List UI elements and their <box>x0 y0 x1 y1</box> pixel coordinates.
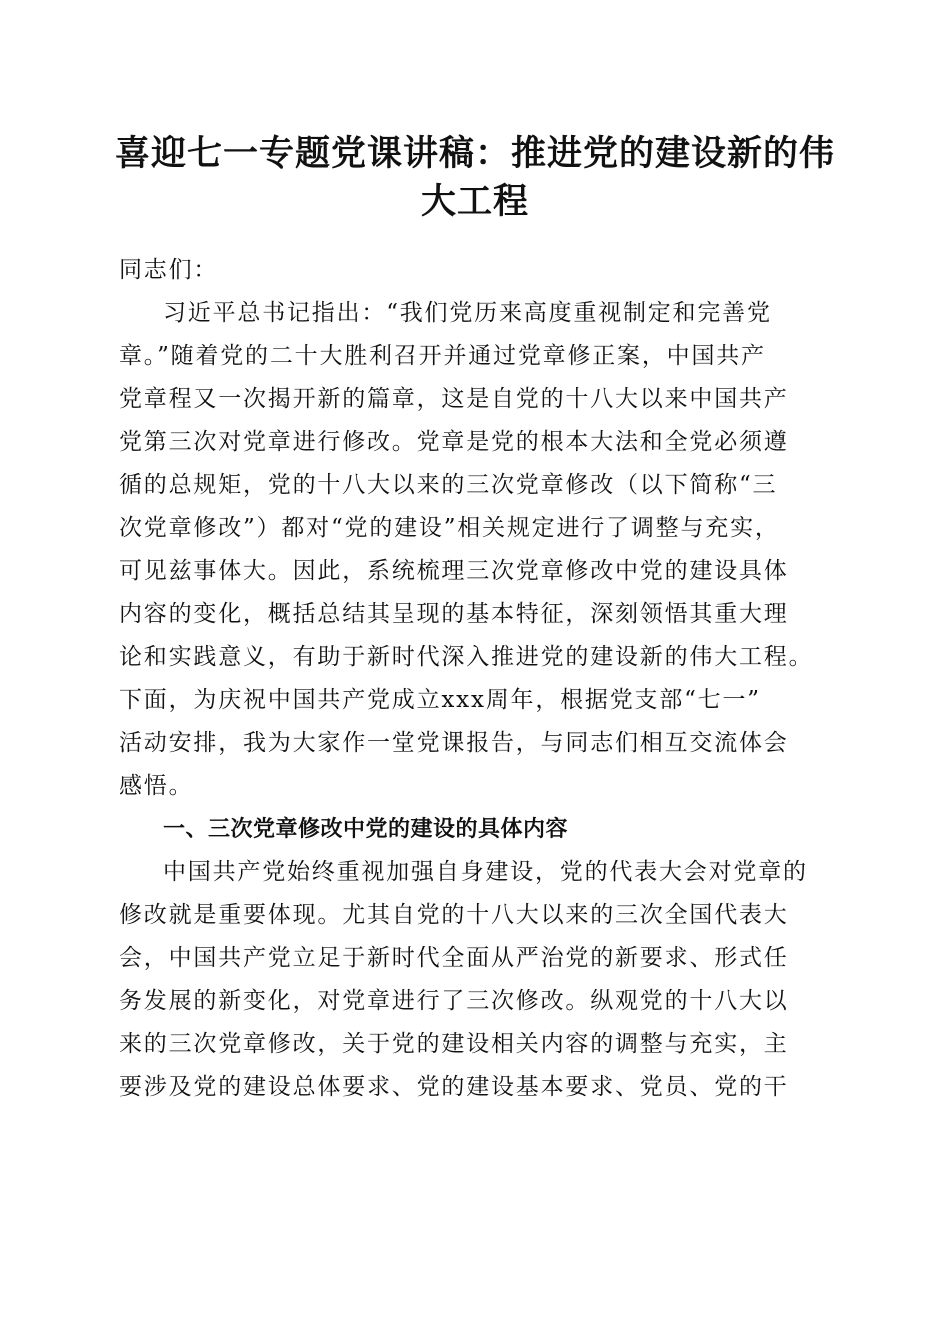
paragraph-line: 来的三次党章修改，关于党的建设相关内容的调整与充实，主 <box>119 1031 789 1057</box>
paragraph-line: 论和实践意义，有助于新时代深入推进党的建设新的伟大工程。 <box>119 644 814 670</box>
paragraph-line: 活动安排，我为大家作一堂党课报告，与同志们相互交流体会 <box>119 730 789 756</box>
document-body <box>119 249 839 1109</box>
paragraph-line: 党第三次对党章进行修改。党章是党的根本大法和全党必须遵 <box>119 429 789 455</box>
paragraph-line: 次党章修改”）都对“党的建设”相关规定进行了调整与充实， <box>119 515 780 541</box>
paragraph-line: 循的总规矩，党的十八大以来的三次党章修改（以下简称“三 <box>119 472 778 498</box>
paragraph-line: 党章程又一次揭开新的篇章，这是自党的十八大以来中国共产 <box>119 386 789 412</box>
title-line: 喜迎七一专题党课讲稿：推进党的建设新的伟 <box>114 133 835 174</box>
section-heading: 一、三次党章修改中党的建设的具体内容 <box>163 817 569 842</box>
paragraph-line: 可见兹事体大。因此，系统梳理三次党章修改中党的建设具体 <box>119 558 789 584</box>
paragraph-section1 <box>119 851 839 1109</box>
paragraph-line: 章。”随着党的二十大胜利召开并通过党章修正案，中国共产 <box>119 343 766 369</box>
paragraph-line: 习近平总书记指出：“我们党历来高度重视制定和完善党 <box>163 300 772 326</box>
title-line: 大工程 <box>420 181 529 222</box>
document-title <box>100 130 850 226</box>
paragraph-line: 感悟。 <box>119 773 194 799</box>
paragraph-line: 下面，为庆祝中国共产党成立xxx周年，根据党支部“七一” <box>119 687 761 713</box>
paragraph-line: 中国共产党始终重视加强自身建设，党的代表大会对党章的 <box>163 859 808 885</box>
paragraph-line: 内容的变化，概括总结其呈现的基本特征，深刻领悟其重大理 <box>119 601 789 627</box>
paragraph-line: 要涉及党的建设总体要求、党的建设基本要求、党员、党的干 <box>119 1074 789 1100</box>
paragraph-intro <box>119 292 839 808</box>
paragraph-line: 务发展的新变化，对党章进行了三次修改。纵观党的十八大以 <box>119 988 789 1014</box>
salutation: 同志们： <box>119 257 219 283</box>
paragraph-line: 修改就是重要体现。尤其自党的十八大以来的三次全国代表大 <box>119 902 789 928</box>
paragraph-line: 会，中国共产党立足于新时代全面从严治党的新要求、形式任 <box>119 945 789 971</box>
